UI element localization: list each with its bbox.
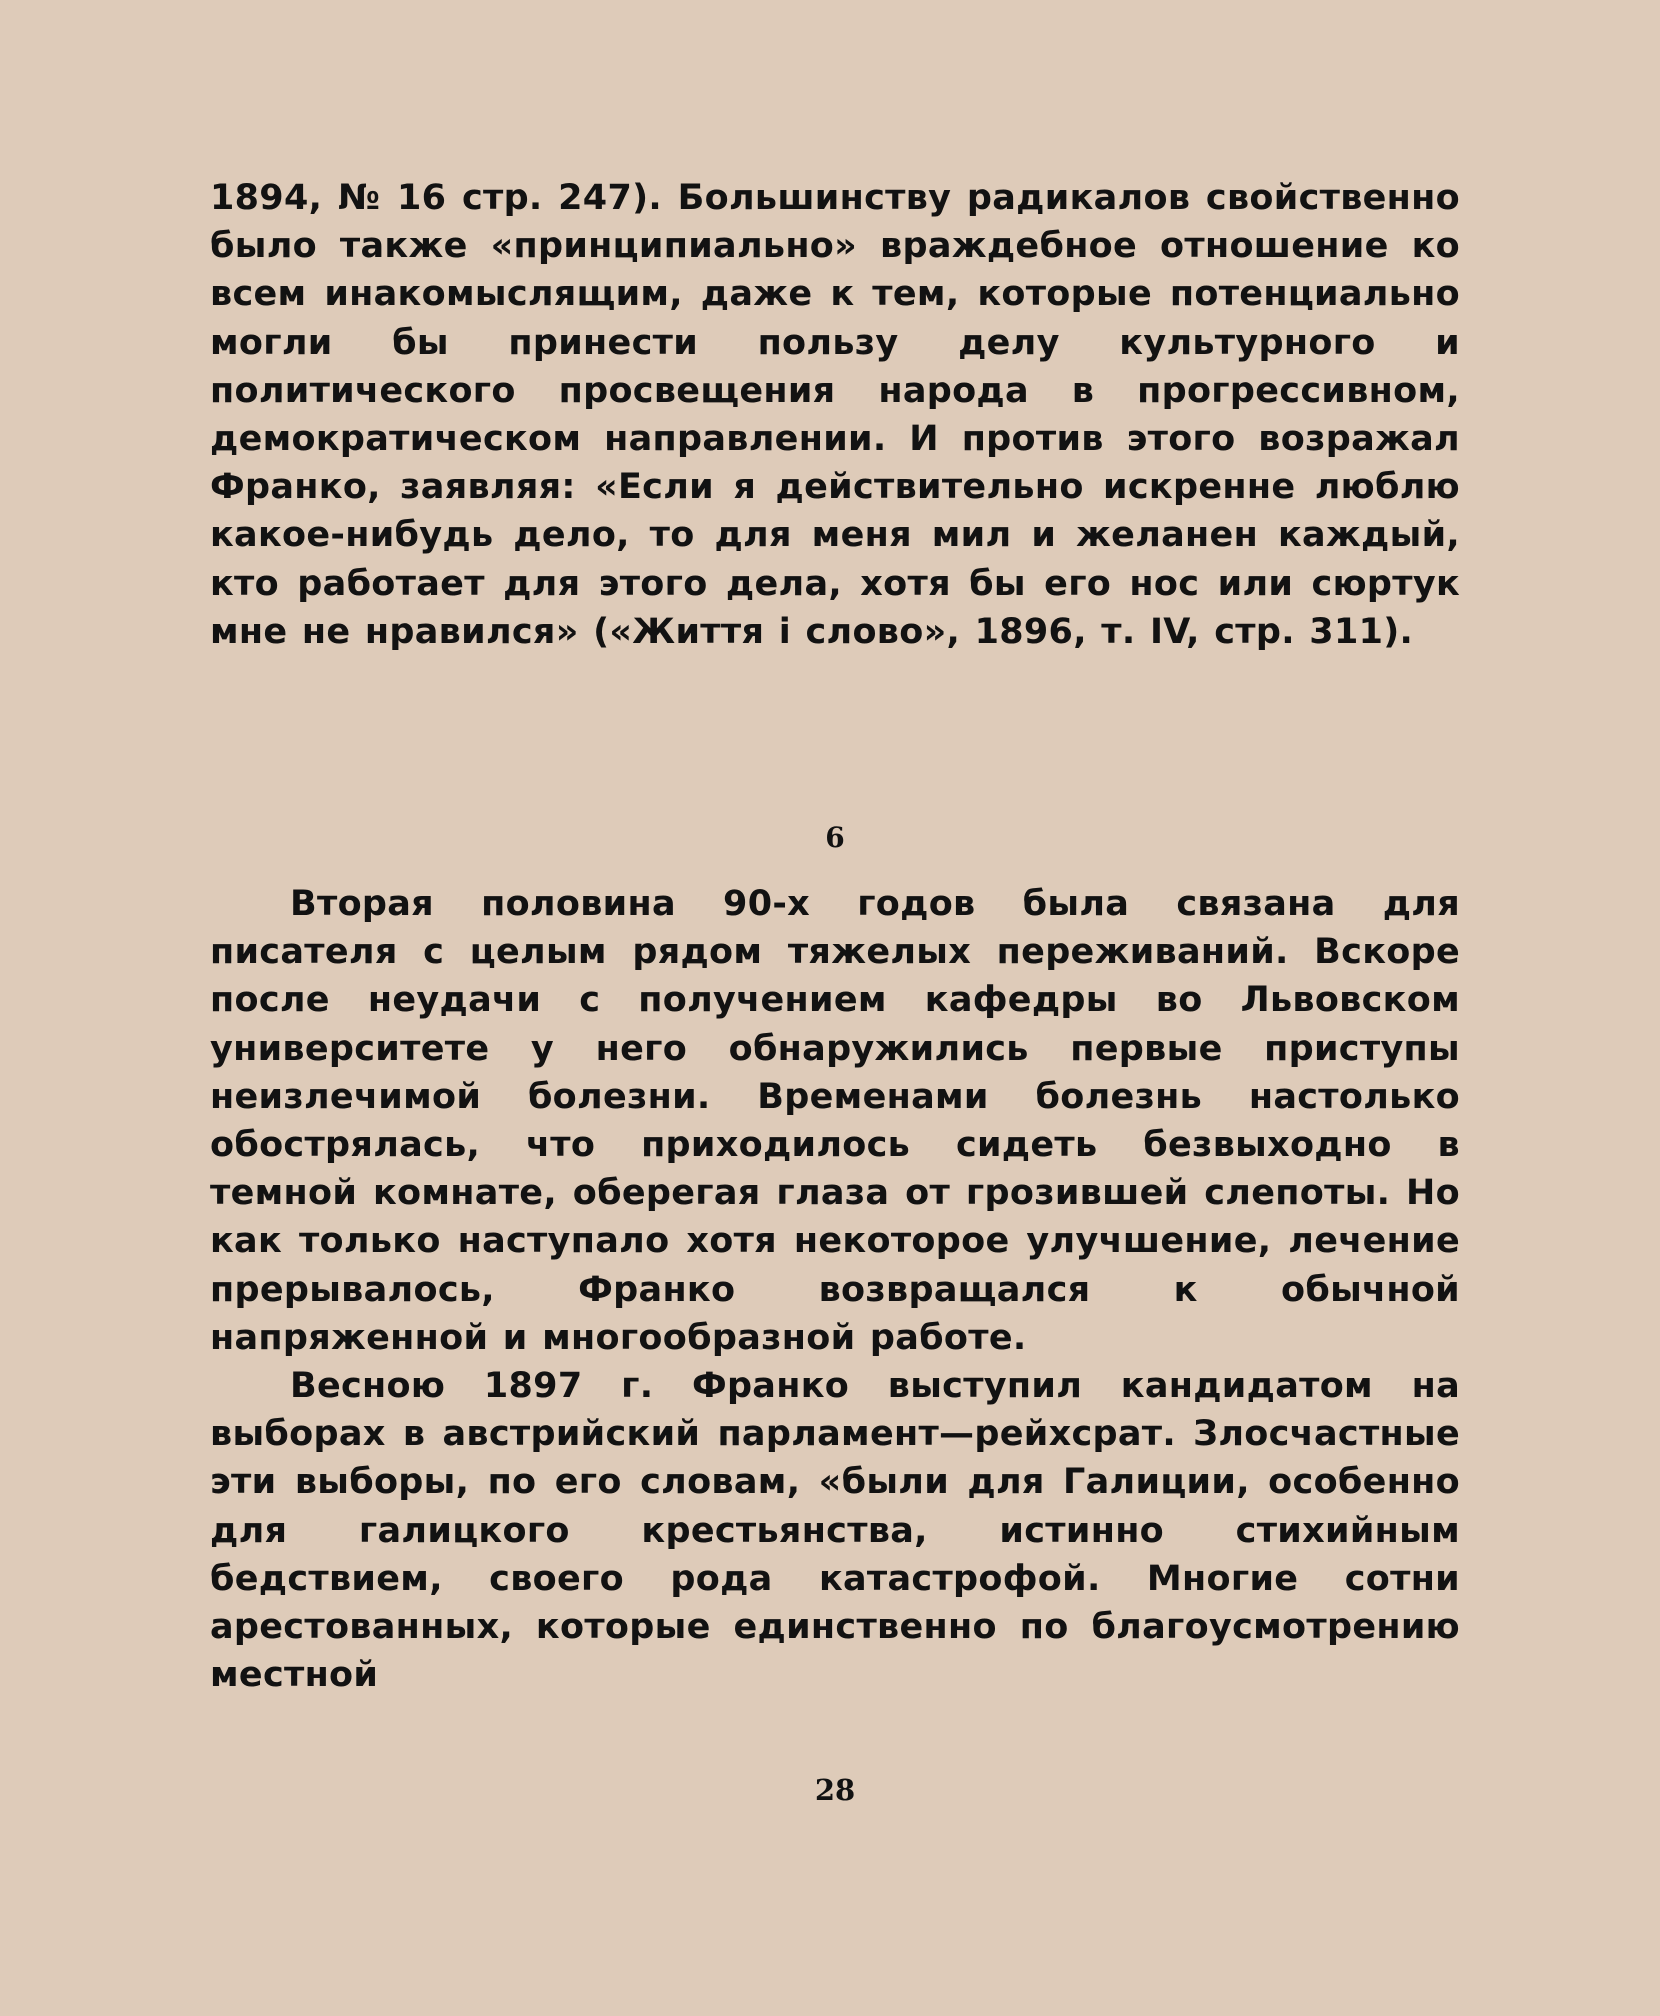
page-number: 28 [814,1773,856,1807]
section-number: 6 [825,821,845,854]
paragraph: Весною 1897 г. Франко выступил кандидатом на выборах в австрийский парламент—рейхсрат. Злосчастные эти выборы, по его словам, «были для Галиции, особенно для галицкого крестьянства, истинно стихийным бедствием, своего рода катастрофой. Многие сотни арестованных, которые единственно по благоусмотрению местной [210,1366,1460,1696]
text-block-bottom [210,880,1460,1699]
paragraph: Вторая половина 90-х годов была связана для писателя с целым рядом тяжелых переживаний. Вскоре после неудачи с получением кафедры во Львовском университете у него обнаружились первые приступы неизлечимой болезни. Временами болезнь настолько обострялась, что приходилось сидеть безвыходно в темной комнате, оберегая глаза от грозившей слепоты. Но как только наступало хотя некоторое улучшение, лечение прерывалось, Франко возвращался к обычной напряженной и многообразной работе. [210,884,1460,1358]
paragraph: 1894, № 16 стр. 247). Большинству радикалов свойственно было также «принципиально» враждебное отношение ко всем инакомыслящим, даже к тем, которые потенциально могли бы принести пользу делу культурного и политического просвещения народа в прогрессивном, демократическом направлении. И против этого возражал Франко, заявляя: «Если я действительно искренне люблю какое-нибудь дело, то для меня мил и желанен каждый, кто работает для этого дела, хотя бы его нос или сюртук мне не нравился» («Життя і слово», 1896, т. IV, стр. 311). [210,178,1460,652]
text-block-top [210,174,1460,656]
